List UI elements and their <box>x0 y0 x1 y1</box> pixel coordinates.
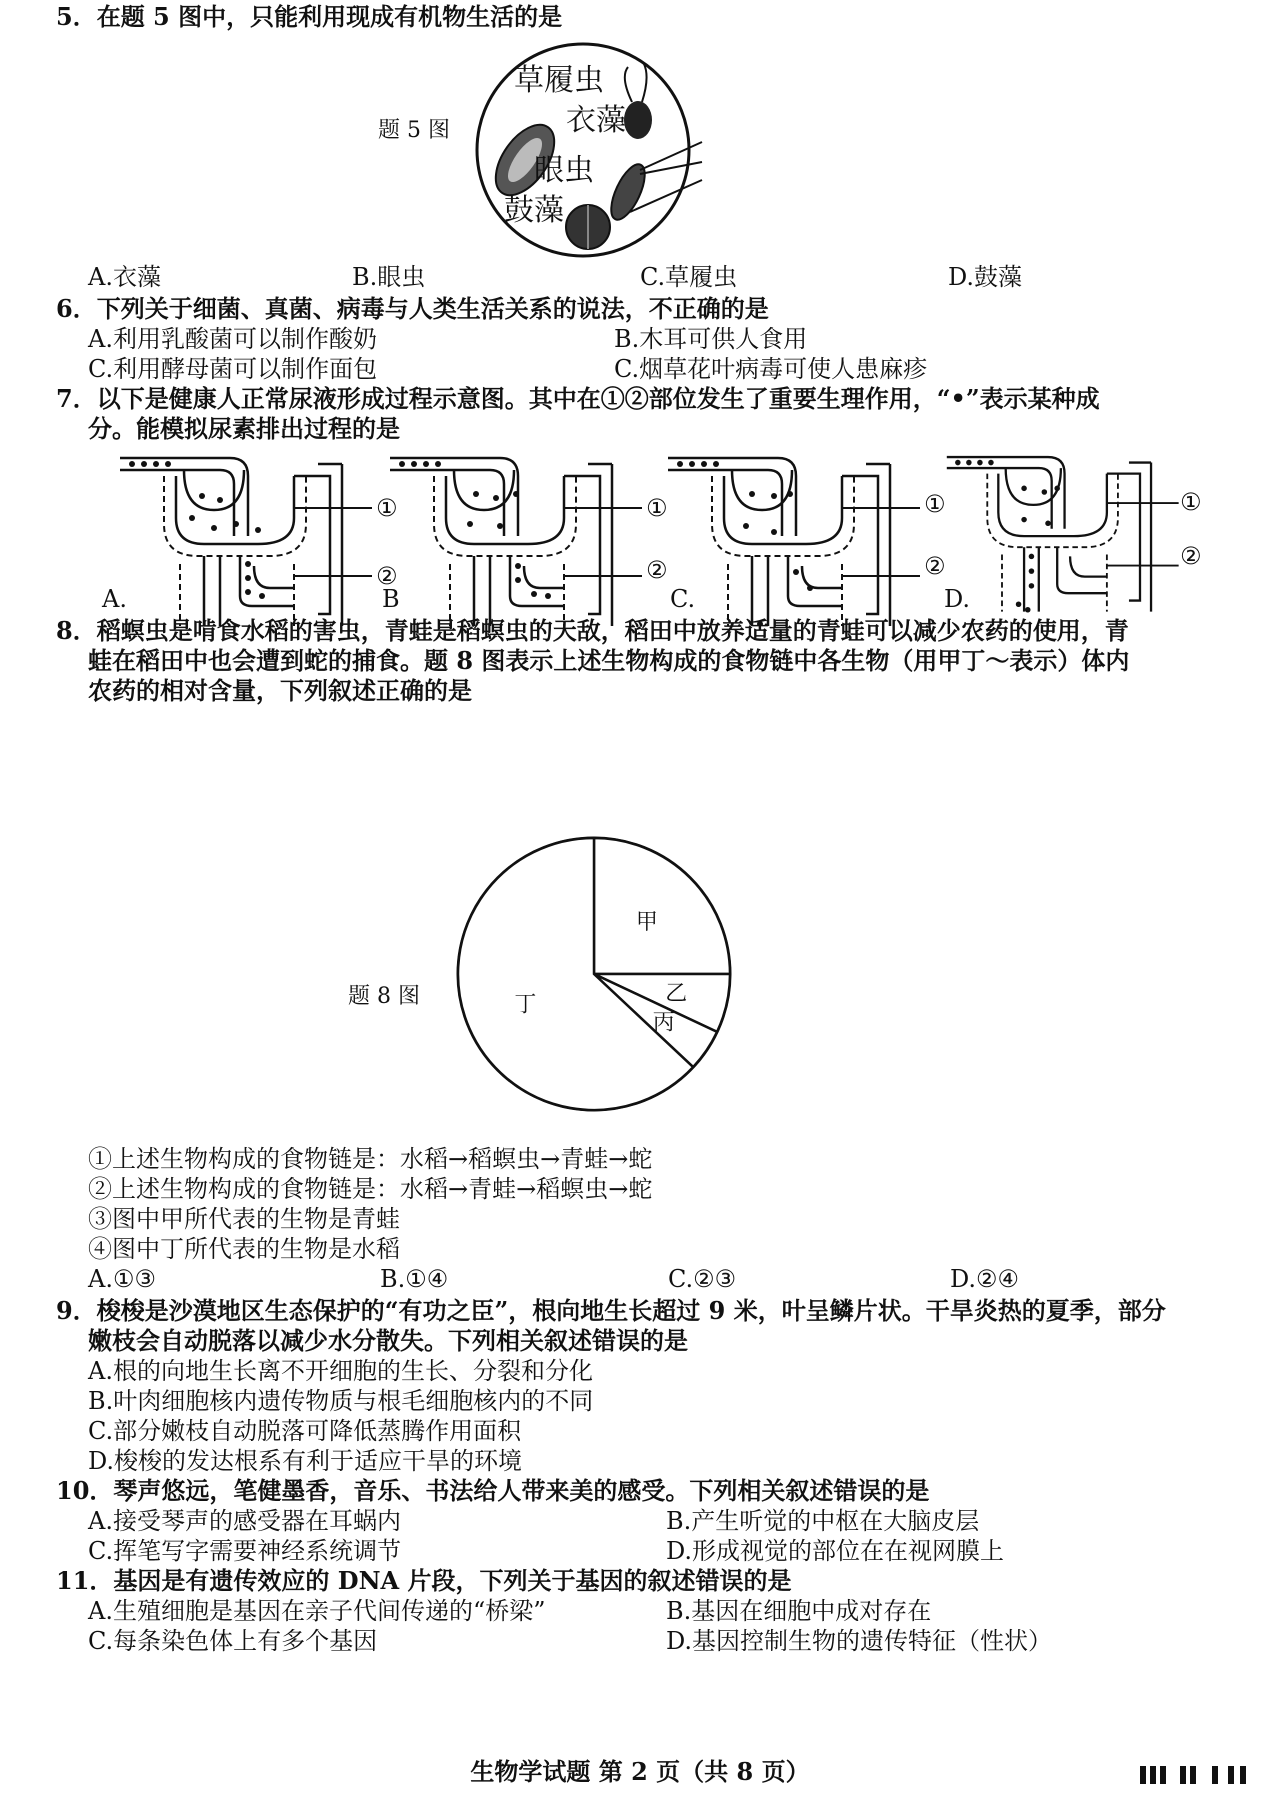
q9-stem-line1: 9．梭梭是沙漠地区生态保护的“有功之臣”，根向地生长超过 9 米，叶呈鳞片状。干旱炎热的夏季，部分 <box>56 1296 1166 1325</box>
q8-stem-line1: 8．稻螟虫是啃食水稻的害虫，青蛙是稻螟虫的天敌，稻田中放养适量的青蛙可以减少农药的使用，青 <box>56 616 1129 645</box>
marker-1-c: ① <box>924 490 946 518</box>
marker-1-a: ① <box>376 494 398 522</box>
q5-option-b: B.眼虫 <box>352 263 426 291</box>
pie-slice-0 <box>594 838 730 974</box>
q7-option-a: A. <box>102 585 127 613</box>
diagram-b <box>390 458 642 626</box>
label-paramecium: 草履虫 <box>514 63 604 98</box>
label-euglena: 眼虫 <box>534 153 594 188</box>
q9-option-a: A.根的向地生长离不开细胞的生长、分裂和分化 <box>88 1357 593 1385</box>
q8-option-a: A.①③ <box>88 1265 156 1293</box>
page-footer: 生物学试题 第 2 页（共 8 页） <box>470 1757 810 1786</box>
label-desmid: 鼓藻 <box>504 193 564 228</box>
q7-option-d: D. <box>944 585 971 613</box>
q8-figure-caption: 题 8 图 <box>348 984 420 1009</box>
q8-option-d: D.②④ <box>950 1265 1020 1293</box>
pie-label-0: 甲 <box>635 910 658 936</box>
q5-option-c: C.草履虫 <box>640 263 738 291</box>
diagram-d <box>947 457 1179 612</box>
q8-statement-4: ④图中丁所代表的生物是水稻 <box>88 1235 400 1263</box>
diagram-c <box>668 458 920 626</box>
q6-option-d: C.烟草花叶病毒可使人患麻疹 <box>614 355 928 383</box>
pie-label-3: 丁 <box>514 992 537 1018</box>
q10-stem: 10．琴声悠远，笔健墨香，音乐、书法给人带来美的感受。下列相关叙述错误的是 <box>56 1476 930 1505</box>
q8-statement-1: ①上述生物构成的食物链是：水稻→稻螟虫→青蛙→蛇 <box>88 1145 653 1173</box>
q5-option-d: D.鼓藻 <box>948 263 1023 291</box>
q6-option-a: A.利用乳酸菌可以制作酸奶 <box>88 325 377 353</box>
q11-stem: 11．基因是有遗传效应的 DNA 片段，下列关于基因的叙述错误的是 <box>56 1566 792 1595</box>
marker-2-b: ② <box>646 556 668 584</box>
q5-stem: 5．在题 5 图中，只能利用现成有机物生活的是 <box>56 2 563 31</box>
q9-stem-line2: 嫩枝会自动脱落以减少水分散失。下列相关叙述错误的是 <box>88 1326 688 1355</box>
q7-nephron-diagrams <box>80 446 1220 626</box>
q8-stem-line3: 农药的相对含量，下列叙述正确的是 <box>88 676 472 705</box>
q7-stem-line2: 分。能模拟尿素排出过程的是 <box>88 414 400 443</box>
q11-option-d: D.基因控制生物的遗传特征（性状） <box>666 1627 1053 1655</box>
q5-figure-caption: 题 5 图 <box>378 118 450 143</box>
marker-2-c: ② <box>924 552 946 580</box>
q7-stem-line1: 7．以下是健康人正常尿液形成过程示意图。其中在①②部位发生了重要生理作用，“•”表示某种成 <box>56 384 1100 413</box>
q9-option-d: D.梭梭的发达根系有利于适应干旱的环境 <box>88 1447 523 1475</box>
q10-option-d: D.形成视觉的部位在在视网膜上 <box>666 1537 1005 1565</box>
pie-label-2: 丙 <box>652 1010 675 1036</box>
marker-1-d: ① <box>1180 488 1202 516</box>
diagram-a <box>120 458 372 626</box>
q8-statement-3: ③图中甲所代表的生物是青蛙 <box>88 1205 400 1233</box>
q9-option-b: B.叶肉细胞核内遗传物质与根毛细胞核内的不同 <box>88 1387 594 1415</box>
q7-option-c: C. <box>670 585 696 613</box>
q11-option-b: B.基因在细胞中成对存在 <box>666 1597 932 1625</box>
q10-option-c: C.挥笔写字需要神经系统调节 <box>88 1537 402 1565</box>
watermark-bars <box>1140 1762 1250 1786</box>
q5-figure <box>470 42 710 262</box>
pie-label-1: 乙 <box>665 981 688 1007</box>
marker-2-d: ② <box>1180 542 1202 570</box>
q10-option-b: B.产生听觉的中枢在大脑皮层 <box>666 1507 980 1535</box>
q6-option-b: B.木耳可供人食用 <box>614 325 808 353</box>
q6-stem: 6．下列关于细菌、真菌、病毒与人类生活关系的说法，不正确的是 <box>56 294 769 323</box>
chlamydomonas-shape <box>624 101 652 139</box>
q8-stem-line2: 蛙在稻田中也会遭到蛇的捕食。题 8 图表示上述生物构成的食物链中各生物（用甲丁～表示）体内 <box>88 646 1130 675</box>
q6-option-c: C.利用酵母菌可以制作面包 <box>88 355 378 383</box>
marker-1-b: ① <box>646 494 668 522</box>
q8-option-c: C.②③ <box>668 1265 737 1293</box>
q8-statement-2: ②上述生物构成的食物链是：水稻→青蛙→稻螟虫→蛇 <box>88 1175 653 1203</box>
q7-option-b: B <box>382 585 400 613</box>
q11-option-c: C.每条染色体上有多个基因 <box>88 1627 378 1655</box>
q8-pie-chart <box>444 824 744 1124</box>
q9-option-c: C.部分嫩枝自动脱落可降低蒸腾作用面积 <box>88 1417 522 1445</box>
marker-2-a: ② <box>376 562 398 590</box>
q5-option-a: A.衣藻 <box>88 263 161 291</box>
q8-option-b: B.①④ <box>380 1265 449 1293</box>
label-chlamydomonas: 衣藻 <box>566 103 626 138</box>
q11-option-a: A.生殖细胞是基因在亲子代间传递的“桥梁” <box>88 1597 546 1625</box>
q10-option-a: A.接受琴声的感受器在耳蜗内 <box>88 1507 401 1535</box>
